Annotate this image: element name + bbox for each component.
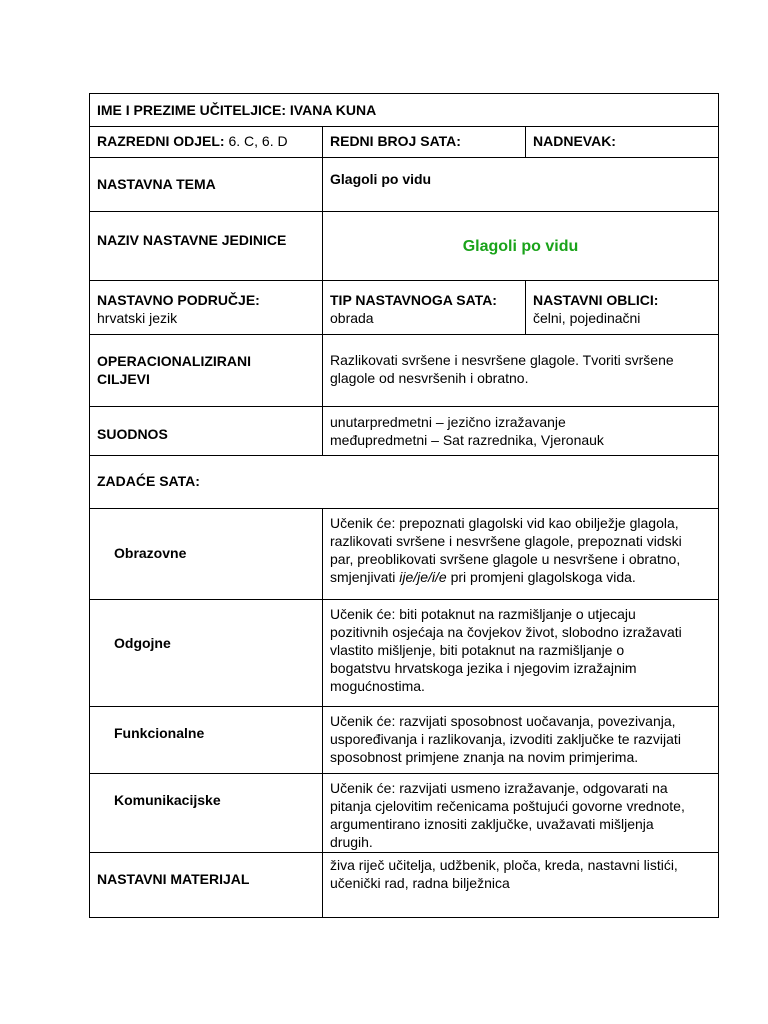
- educational-line4: smjenjivati ije/je/i/e pri promjeni glagolskoga vida.: [330, 569, 636, 585]
- goals-text-line1: Razlikovati svršene i nesvršene glagole. Tvoriti svršene: [330, 352, 674, 368]
- class-value: 6. C, 6. D: [224, 133, 288, 149]
- material-row: [90, 853, 719, 918]
- goals-row: [90, 335, 719, 407]
- communicative-row: [90, 774, 719, 853]
- class-row: [90, 127, 719, 158]
- upbringing-line4: bogatstvu hrvatskoga jezika i njegovim izražajnim: [330, 660, 637, 676]
- lesson-plan-table: [89, 93, 719, 918]
- topic-label: NASTAVNA TEMA: [97, 176, 216, 192]
- functional-line3: sposobnost primjene znanja na novim primjerima.: [330, 749, 639, 765]
- communicative-label: Komunikacijske: [114, 792, 221, 808]
- communicative-line4: drugih.: [330, 834, 373, 850]
- educational-line2: razlikovati svršene i nesvršene glagole, prepoznati vidski: [330, 533, 682, 549]
- relation-line1: unutarpredmetni – jezično izražavanje: [330, 414, 566, 430]
- class-label: RAZREDNI ODJEL:: [97, 133, 225, 149]
- functional-line2: uspoređivanja i razlikovanja, izvoditi zaključke te razvijati: [330, 731, 681, 747]
- upbringing-line5: mogućnostima.: [330, 678, 425, 694]
- date-label: NADNEVAK:: [533, 133, 616, 149]
- relation-row: [90, 407, 719, 456]
- teacher-row: [90, 94, 719, 127]
- functional-label: Funkcionalne: [114, 725, 205, 741]
- material-line2: učenički rad, radna bilježnica: [330, 875, 510, 891]
- lesson-number-label: REDNI BROJ SATA:: [330, 133, 461, 149]
- material-line1: živa riječ učitelja, udžbenik, ploča, kreda, nastavni listići,: [330, 857, 678, 873]
- teacher-name: IVANA KUNA: [289, 102, 377, 118]
- educational-line3: par, preoblikovati svršene glagole u nesvršene i obratno,: [330, 551, 681, 567]
- functional-row: [90, 707, 719, 774]
- upbringing-line1: Učenik će: biti potaknut na razmišljanje o utjecaju: [330, 606, 636, 622]
- goals-label-line2: CILJEVI: [97, 371, 150, 387]
- educational-row: [90, 509, 719, 600]
- tasks-label: ZADAĆE SATA:: [97, 473, 200, 489]
- tasks-row: [90, 456, 719, 509]
- goals-text-line2: glagole od nesvršenih i obratno.: [330, 370, 529, 386]
- educational-label: Obrazovne: [114, 545, 187, 561]
- goals-label-line1: OPERACIONALIZIRANI: [97, 353, 251, 369]
- functional-line1: Učenik će: razvijati sposobnost uočavanja, povezivanja,: [330, 713, 676, 729]
- vowel-alternation: ije/je/i/e: [399, 569, 447, 585]
- topic-row: [90, 158, 719, 212]
- communicative-line2: pitanja cjelovitim rečenicama poštujući govorne vrednote,: [330, 798, 685, 814]
- area-label: NASTAVNO PODRUČJE:: [97, 292, 260, 308]
- upbringing-row: [90, 600, 719, 707]
- upbringing-line2: pozitivnih osjećaja na čovjekov život, slobodno izražavati: [330, 624, 682, 640]
- educational-line1: Učenik će: prepoznati glagolski vid kao obilježje glagola,: [330, 515, 679, 531]
- material-label: NASTAVNI MATERIJAL: [97, 871, 250, 887]
- forms-value: čelni, pojedinačni: [533, 310, 641, 326]
- unit-row: [90, 212, 719, 281]
- area-row: [90, 281, 719, 335]
- forms-label: NASTAVNI OBLICI:: [533, 292, 659, 308]
- communicative-line3: argumentirano iznositi zaključke, uvažavati mišljenja: [330, 816, 654, 832]
- unit-label: NAZIV NASTAVNE JEDINICE: [97, 232, 287, 248]
- relation-line2: međupredmetni – Sat razrednika, Vjeronauk: [330, 432, 604, 448]
- upbringing-label: Odgojne: [114, 635, 171, 651]
- lesson-type-value: obrada: [330, 310, 374, 326]
- unit-title: Glagoli po vidu: [462, 238, 579, 255]
- area-value: hrvatski jezik: [97, 310, 178, 326]
- communicative-line1: Učenik će: razvijati usmeno izražavanje, odgovarati na: [330, 780, 668, 796]
- lesson-type-label: TIP NASTAVNOGA SATA:: [330, 292, 497, 308]
- teacher-label: IME I PREZIME UČITELJICE:: [97, 102, 287, 118]
- relation-label: SUODNOS: [97, 426, 168, 442]
- upbringing-line3: vlastito mišljenje, biti potaknut na razmišljanje o: [330, 642, 625, 658]
- topic-value: Glagoli po vidu: [330, 171, 432, 187]
